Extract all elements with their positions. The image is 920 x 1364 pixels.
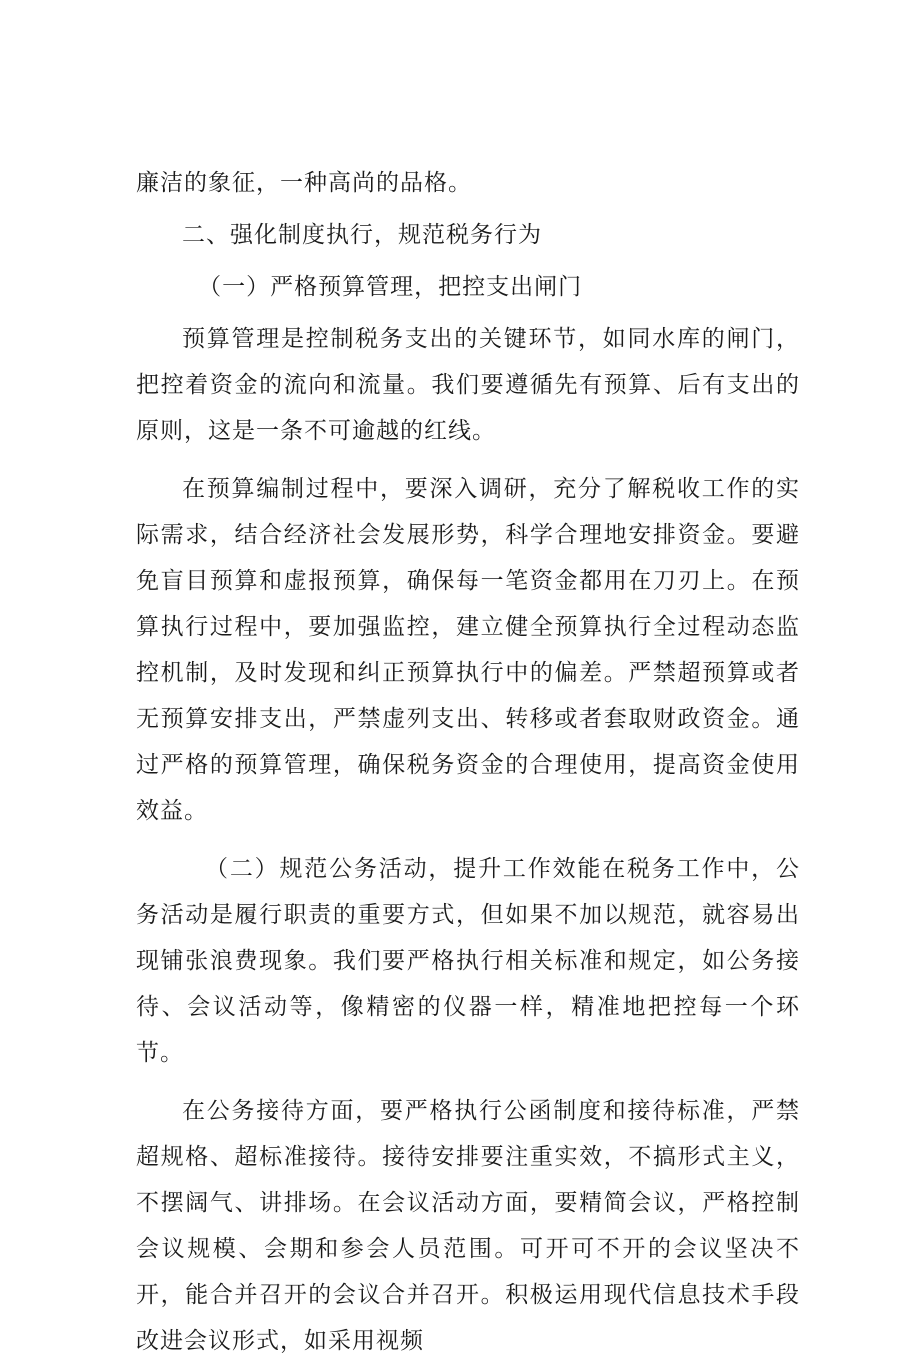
paragraph-official-activities: （二）规范公务活动，提升工作效能在税务工作中，公务活动是履行职责的重要方式，但如果不加以规范，就容易出现铺张浪费现象。我们要严格执行相关标准和规定，如公务接待、会议活动等，像精密的仪器一样，精准地把控每一个环节。 (136, 856, 800, 1066)
document-body (136, 160, 800, 1364)
paragraph-official-reception: 在公务接待方面，要严格执行公函制度和接待标准，严禁超规格、超标准接待。接待安排要注重实效，不搞形式主义，不摆阔气、讲排场。在会议活动方面，要精简会议，严格控制会议规模、会期和参会人员范围。可开可不开的会议坚决不开，能合并召开的会议合并召开。积极运用现代信息技术手段改进会议形式，如采用视频 (136, 1098, 800, 1354)
continuation-text: 廉洁的象征，一种高尚的品格。 (136, 170, 472, 196)
paragraph-budget-execution: 在预算编制过程中，要深入调研，充分了解税收工作的实际需求，结合经济社会发展形势，科学合理地安排资金。要避免盲目预算和虚报预算，确保每一笔资金都用在刀刃上。在预算执行过程中，要加强监控，建立健全预算执行全过程动态监控机制，及时发现和纠正预算执行中的偏差。严禁超预算或者无预算安排支出，严禁虚列支出、转移或者套取财政资金。通过严格的预算管理，确保税务资金的合理使用，提高资金使用效益。 (136, 476, 800, 824)
subsection-heading-1: （一）严格预算管理，把控支出闸门 (198, 274, 583, 300)
paragraph-budget-management: 预算管理是控制税务支出的关键环节，如同水库的闸门，把控着资金的流向和流量。我们要遵循先有预算、后有支出的原则，这是一条不可逾越的红线。 (136, 326, 800, 444)
section-heading: 二、强化制度执行，规范税务行为 (182, 222, 542, 248)
